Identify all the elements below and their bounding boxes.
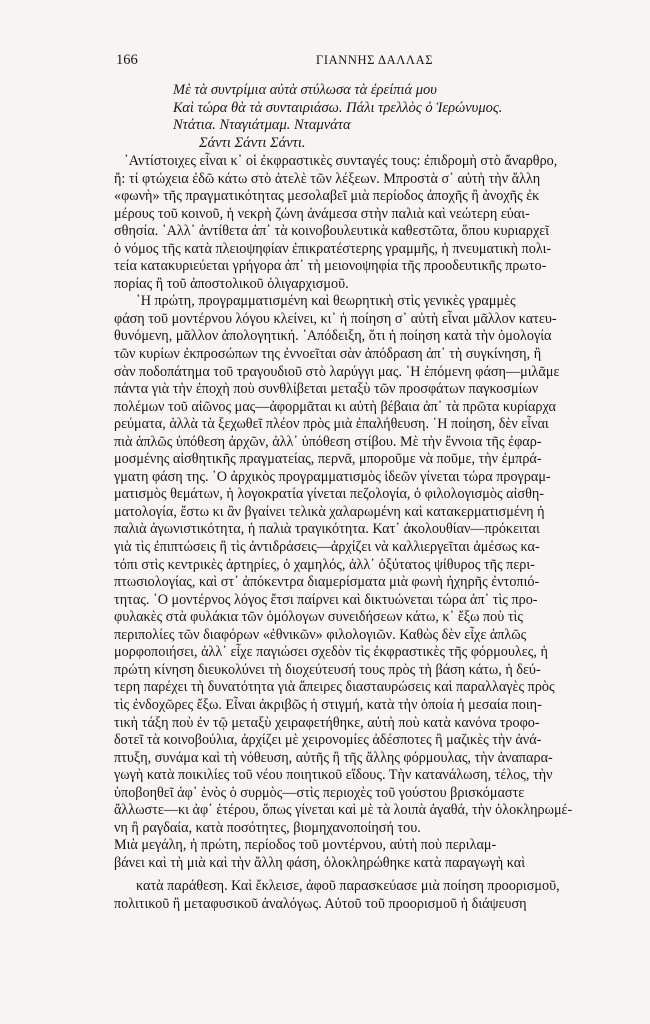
page-number: 166 <box>116 52 138 68</box>
text-line: μέρους τοῦ κοινοῦ, ἡ νεκρὴ ζώνη ἀνάμεσα στὴν παλιὰ καὶ νεώτερη εὐαι- <box>114 205 530 222</box>
text-line: φάση τοῦ μοντέρνου λόγου κλείνει, κι᾿ ἡ ποίηση σ᾿ αὐτὴ εἶναι μᾶλλον κατευ- <box>114 310 557 327</box>
text-line: Μιὰ μεγάλη, ἡ πρώτη, περίοδος τοῦ μοντέρνου, αὐτὴ ποὺ περιλαμ- <box>114 837 497 854</box>
text-line: κατὰ παράθεση. Καὶ ἔκλεισε, ἀφοῦ παρασκεύασε μιὰ ποίηση προορισμοῦ, <box>136 878 560 895</box>
body-text <box>114 153 644 914</box>
text-line: γματη φάση της. ῾Ο ἀρχικὸς προγραμματισμὸς ἰδεῶν γίνεται τώρα προγραμ- <box>114 468 551 485</box>
verse-line: Σάντι Σάντι Σάντι. <box>199 134 306 151</box>
text-line: σθησία. ᾿Αλλ᾿ ἀντίθετα ἀπ᾿ τὰ κοινοβουλευτικὰ καθεστῶτα, ὅπου κυριαρχεῖ <box>114 223 550 240</box>
text-line: περιπολίες τῶν διαφόρων «ἐθνικῶν» φιλολογιῶν. Καθὼς δὲν εἶχε ἁπλῶς <box>114 626 527 643</box>
text-line: τῶν κυρίων ἐκπροσώπων της ἐννοεῖται σὰν ἀπόδραση ἀπ᾿ τὴ συγκίνηση, ἢ <box>114 346 542 363</box>
verse-quotation <box>173 82 502 152</box>
text-line: ὁ νόμος τῆς κατὰ πλειοψηφίαν ἐπικρατέστερης γραμμῆς, ἡ πνευματικὴ πολι- <box>114 240 552 257</box>
page-header <box>116 52 650 72</box>
text-line: τερη παρέχει τὴ δυνατότητα γιὰ ἄπειρες διασταυρώσεις καὶ παραλλαγὲς πρὸς <box>114 679 555 696</box>
text-line: γωγὴ κατὰ ποικιλίες τοῦ νέου ποιητικοῦ εἴδους. Τὴν κατανάλωση, τέλος, τὴν <box>114 767 553 784</box>
text-line: ρεύματα, ἀλλὰ τὰ ξεχωθεῖ πλέον πρὸς μιὰ ἐπαλήθευση. ῾Η ποίηση, δὲν εἶναι <box>114 416 549 433</box>
text-line: τητας. ῾Ο μοντέρνος λόγος ἔτσι παίρνει καὶ δικτυώνεται τώρα ἀπ᾿ τὶς προ- <box>114 591 538 608</box>
text-line: ᾿Αντίστοιχες εἶναι κ᾿ οἱ ἐκφραστικὲς συνταγές τους: ἐπιδρομὴ στὸ ἄναρθρο, <box>124 153 558 169</box>
text-line: πορίας ἢ τοῦ ἀποστολικοῦ ὀλιγαρχισμοῦ. <box>114 275 349 292</box>
text-line: τὶς ἐνδοχῶρες ἔξω. Εἶναι ἀκριβῶς ἡ στιγμή, κατὰ τὴν ὁποία ἡ μεσαία ποιη- <box>114 696 542 713</box>
text-line: ματισμὸς θεμάτων, ἡ λογοκρατία γίνεται πεζολογία, ὁ φιλολογισμὸς αἰσθη- <box>114 486 545 503</box>
text-line: «φωνὴ» τῆς πραγματικότητας μεσολαβεῖ μιὰ περίοδος ἀποχῆς ἢ ἀνοχῆς ἐκ <box>114 188 540 205</box>
text-line: ὑποβοηθεῖ ἀφ᾿ ἑνὸς ὁ συρμὸς—στὶς περιοχὲς τοῦ γούστου βρισκόμαστε <box>114 784 525 801</box>
text-line: ῾Η πρώτη, προγραμματισμένη καὶ θεωρητικὴ στὶς γενικὲς γραμμὲς <box>136 293 516 310</box>
text-line: πρώτη κίνηση διευκολύνει τὴ διοχεύτευσή τους πρὸς τὴ βάση κάτω, ἡ δεύ- <box>114 661 541 678</box>
text-line: θυνόμενη, μᾶλλον ἀπολογητική. ᾿Απόδειξη, ὅτι ἡ ποίηση κατὰ τὴν ὁμολογία <box>114 328 552 345</box>
running-title: ΓΙΑΝΝΗΣ ΔΑΛΛΑΣ <box>316 53 434 67</box>
verse-line: Μὲ τὰ συντρίμια αὐτὰ στύλωσα τὰ ἐρείπιά μου <box>173 82 437 98</box>
text-line: ἤ: τί φτώχεια ἐδῶ κάτω στὸ ἀτελὲ τῶν λέξεων. Μπροστὰ σ᾿ αὐτὴ τὴν ἄλλη <box>114 170 541 187</box>
text-line: τόπι στὶς κεντρικὲς ἀρτηρίες, ὁ χαμηλός, ἀλλ᾿ ὀξύτατος ψίθυρος τῆς περι- <box>114 556 535 573</box>
text-line: πιὰ ἁπλῶς ὑπόθεση ἀρχῶν, ἀλλ᾿ ὑπόθεση στίβου. Μὲ τὴν ἔννοια τῆς ἐφαρ- <box>114 433 542 450</box>
text-line: τικὴ τάξη ποὺ ἐν τῷ μεταξὺ χειραφετήθηκε, αὐτὴ ποὺ κατὰ κανόνα τροφο- <box>114 714 540 731</box>
text-line: πολιτικοῦ ἢ μεταφυσικοῦ ἀναλόγως. Αὐτοῦ τοῦ προορισμοῦ ἡ διάψευση <box>114 895 527 912</box>
text-line: σὰν ποδοπάτημα τοῦ τραγουδιοῦ στὸ λαρύγγι μας. ῾Η ἑπόμενη φάση—μιλᾶμε <box>114 363 560 380</box>
text-line: τεία κατακυριεύεται γρήγορα ἀπ᾿ τὴ μειονοψηφία τῆς προοδευτικῆς πρωτο- <box>114 258 547 275</box>
text-line: πτυξη, συνάμα καὶ τὴ νόθευση, αὐτῆς ἢ τῆς ἄλλης φόρμουλας, τὴν ἀναπαρα- <box>114 749 553 766</box>
text-line: πάντα γιὰ τὴν ἐποχὴ ποὺ συνθλίβεται μεταξὺ τῶν προσφάτων παγκοσμίων <box>114 381 539 398</box>
text-line: πτωσιολογίας, καὶ στ᾿ ἀπόκεντρα διαμερίσματα μιὰ φωνὴ ἠχηρῆς ἐντοπιό- <box>114 574 540 591</box>
text-line: δοτεῖ τὰ κοινοβούλια, ἀρχίζει μὲ χειρονομίες ἀδέσποτες ἢ μαζικὲς τὴν ἀνά- <box>114 732 542 749</box>
text-line: μορφοποιήσει, ἀλλ᾿ εἶχε παγιώσει σχεδὸν τὶς ἐκφραστικὲς τῆς φόρμουλες, ἡ <box>114 644 548 661</box>
text-line: ματολογία, ἔστω κι ἂν βγαίνει τελικὰ χαλαρωμένη καὶ κατακερματισμένη ἡ <box>114 503 545 520</box>
text-line: βάνει καὶ τὴ μιὰ καὶ τὴν ἄλλη φάση, ὁλοκληρώθηκε κατὰ παραγωγὴ καὶ <box>114 854 526 871</box>
text-line: ἄλλωστε—κι ἀφ᾿ ἑτέρου, ὅπως γίνεται καὶ μὲ τὰ λοιπὰ ἀγαθά, τὴν ὁλοκληρωμέ- <box>114 802 573 819</box>
text-line: παλιὰ ἀγωνιστικότητα, ἡ παλιὰ τραγικότητα. Κατ᾿ ἀκολουθίαν—πρόκειται <box>114 521 540 538</box>
text-line: νη ἢ ραγδαία, κατὰ ποσότητες, βιομηχανοποίησή του. <box>114 819 421 836</box>
verse-line: Καὶ τώρα θὰ τὰ συνταιριάσω. Πάλι τρελλὸς ὁ Ἱερώνυμος. <box>173 99 503 116</box>
text-line: γιὰ τὶς ἐπιπτώσεις ἢ τὶς ἀντιδράσεις—ἀρχίζει νὰ καλλιεργεῖται ἀμέσως κα- <box>114 539 540 556</box>
text-line: πολέμων τοῦ αἰῶνος μας—ἀφορμᾶται κι αὐτὴ βέβαια ἀπ᾿ τὰ πρῶτα κυρίαρχα <box>114 398 556 415</box>
text-line: μοσμένης αἰσθητικῆς πραγματείας, περνᾶ, μποροῦμε νὰ ποῦμε, τὴν ἐμπρά- <box>114 451 542 468</box>
verse-line: Ντάτια. Νταγιάτμαμ. Νταμνάτα <box>173 117 351 134</box>
text-line: φυλακὲς στὰ φυλάκια τῶν ὁμόλογων συνειδήσεων κάτω, κ᾿ ἔξω ποὺ τὶς <box>114 609 523 626</box>
